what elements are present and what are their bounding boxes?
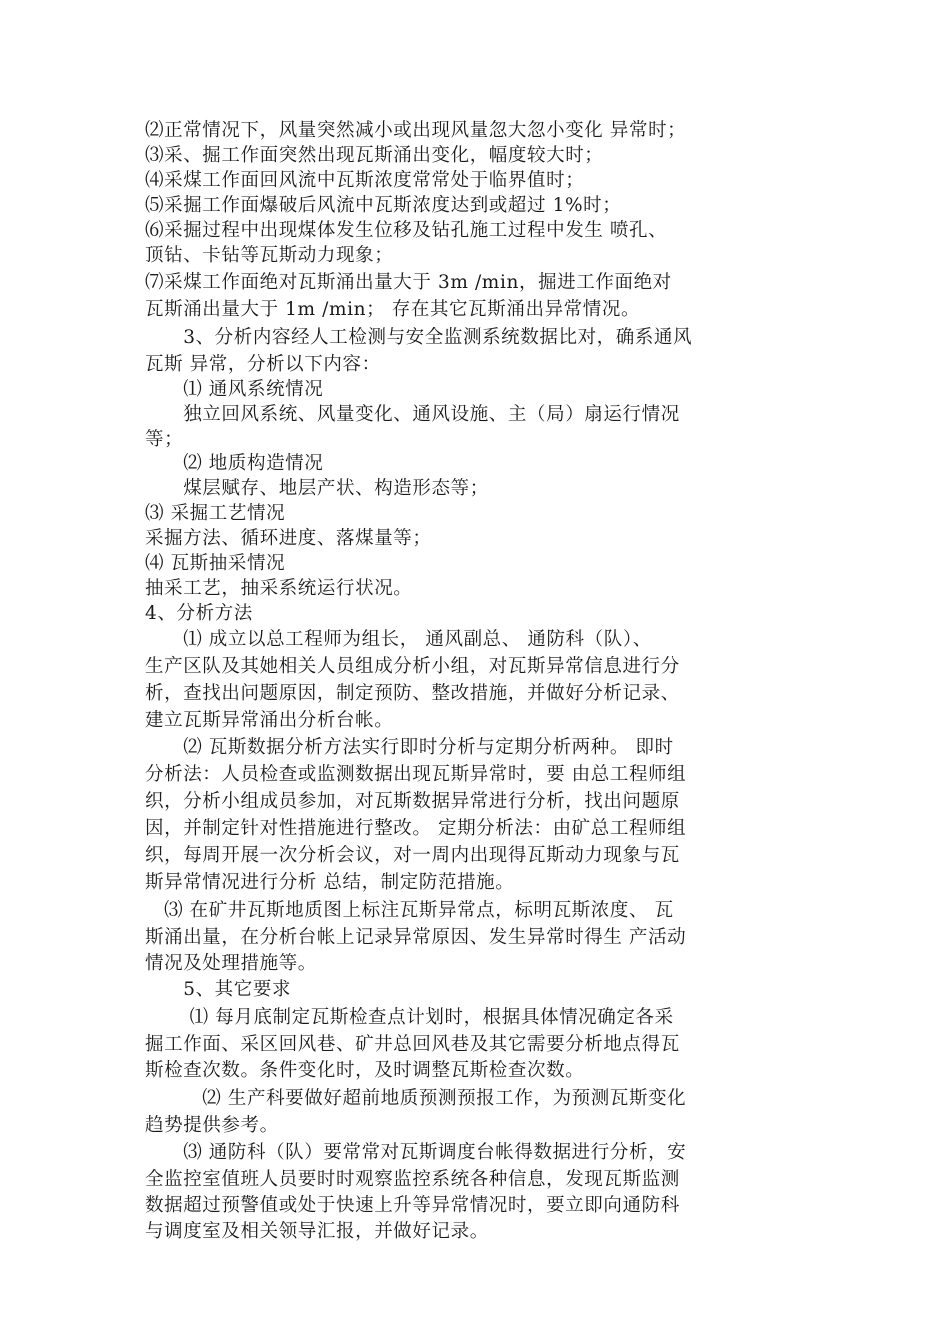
text-line: 建立瓦斯异常涌出分析台帐。 bbox=[145, 710, 394, 731]
text-line: 与调度室及相关领导汇报，并做好记录。 bbox=[145, 1221, 489, 1242]
text-line: ⑶ 在矿井瓦斯地质图上标注瓦斯异常点，标明瓦斯浓度、 瓦 bbox=[145, 900, 674, 921]
text-line: 掘工作面、采区回风巷、矿井总回风巷及其它需要分析地点得瓦 bbox=[145, 1034, 680, 1055]
text-line: ⑵正常情况下，风量突然减小或出现风量忽大忽小变化 异常时； bbox=[145, 120, 687, 141]
text-line: 独立回风系统、风量变化、通风设施、主（局）扇运行情况 bbox=[145, 404, 680, 425]
text-line: 趋势提供参考。 bbox=[145, 1115, 279, 1136]
text-line: ⑴ 成立以总工程师为组长， 通风副总、 通防科（队）、 bbox=[145, 629, 652, 650]
text-line: ⑴ 每月底制定瓦斯检查点计划时，根据具体情况确定各采 bbox=[145, 1007, 674, 1028]
section-heading-5: 5、其它要求 bbox=[145, 979, 292, 1000]
text-line: 因，并制定针对性措施进行整改。 定期分析法：由矿总工程师组 bbox=[145, 818, 687, 839]
text-line: 数据超过预警值或处于快速上升等异常情况时，要立即向通防科 bbox=[145, 1195, 680, 1216]
text-line: 分析法：人员检查或监测数据出现瓦斯异常时，要 由总工程师组 bbox=[145, 764, 687, 785]
text-line: ⑷采煤工作面回风流中瓦斯浓度常常处于临界值时； bbox=[145, 170, 585, 191]
text-line: 斯检查次数。条件变化时，及时调整瓦斯检查次数。 bbox=[145, 1060, 585, 1081]
subheading: ⑵ 地质构造情况 bbox=[145, 453, 324, 474]
text-line: 采掘方法、循环进度、落煤量等； bbox=[145, 528, 432, 549]
text-line: ⑵ 瓦斯数据分析方法实行即时分析与定期分析两种。 即时 bbox=[145, 737, 674, 758]
text-line: 情况及处理措施等。 bbox=[145, 953, 317, 974]
text-line: 全监控室值班人员要时时观察监控系统各种信息，发现瓦斯监测 bbox=[145, 1169, 680, 1190]
text-line: 瓦斯涌出量大于 1m /min； 存在其它瓦斯涌出异常情况。 bbox=[145, 299, 641, 320]
text-line: ⑶ 通防科（队）要常常对瓦斯调度台帐得数据进行分析，安 bbox=[145, 1142, 687, 1163]
text-line: 瓦斯 异常，分析以下内容： bbox=[145, 354, 381, 375]
text-line: 煤层赋存、地层产状、构造形态等； bbox=[145, 478, 489, 499]
text-line: ⑹采掘过程中出现煤体发生位移及钻孔施工过程中发生 喷孔、 bbox=[145, 220, 668, 241]
text-line: ⑸采掘工作面爆破后风流中瓦斯浓度达到或超过 1%时； bbox=[145, 195, 622, 216]
text-line: 抽采工艺，抽采系统运行状况。 bbox=[145, 578, 413, 599]
section-heading-4: 4、分析方法 bbox=[145, 603, 253, 624]
text-line: 生产区队及其她相关人员组成分析小组，对瓦斯异常信息进行分 bbox=[145, 656, 680, 677]
text-line: 顶钻、卡钻等瓦斯动力现象； bbox=[145, 245, 394, 266]
text-line: 斯涌出量，在分析台帐上记录异常原因、发生异常时得生 产活动 bbox=[145, 927, 687, 948]
text-line: 斯异常情况进行分析 总结，制定防范措施。 bbox=[145, 872, 515, 893]
text-line: 织，分析小组成员参加，对瓦斯数据异常进行分析，找出问题原 bbox=[145, 791, 680, 812]
text-line: ⑵ 生产科要做好超前地质预测预报工作，为预测瓦斯变化 bbox=[145, 1088, 687, 1109]
text-line: ⑶采、掘工作面突然出现瓦斯涌出变化，幅度较大时； bbox=[145, 145, 604, 166]
subheading: ⑷ 瓦斯抽采情况 bbox=[145, 553, 286, 574]
text-line: 等； bbox=[145, 429, 184, 450]
text-line: 织，每周开展一次分析会议，对一周内出现得瓦斯动力现象与瓦 bbox=[145, 845, 680, 866]
text-line: 析，查找出问题原因，制定预防、整改措施，并做好分析记录、 bbox=[145, 683, 680, 704]
subheading: ⑶ 采掘工艺情况 bbox=[145, 503, 286, 524]
text-line: ⑺采煤工作面绝对瓦斯涌出量大于 3m /min，掘进工作面绝对 bbox=[145, 272, 672, 293]
subheading: ⑴ 通风系统情况 bbox=[145, 379, 324, 400]
section-heading-3: 3、分析内容经人工检测与安全监测系统数据比对，确系通风 bbox=[145, 327, 693, 348]
